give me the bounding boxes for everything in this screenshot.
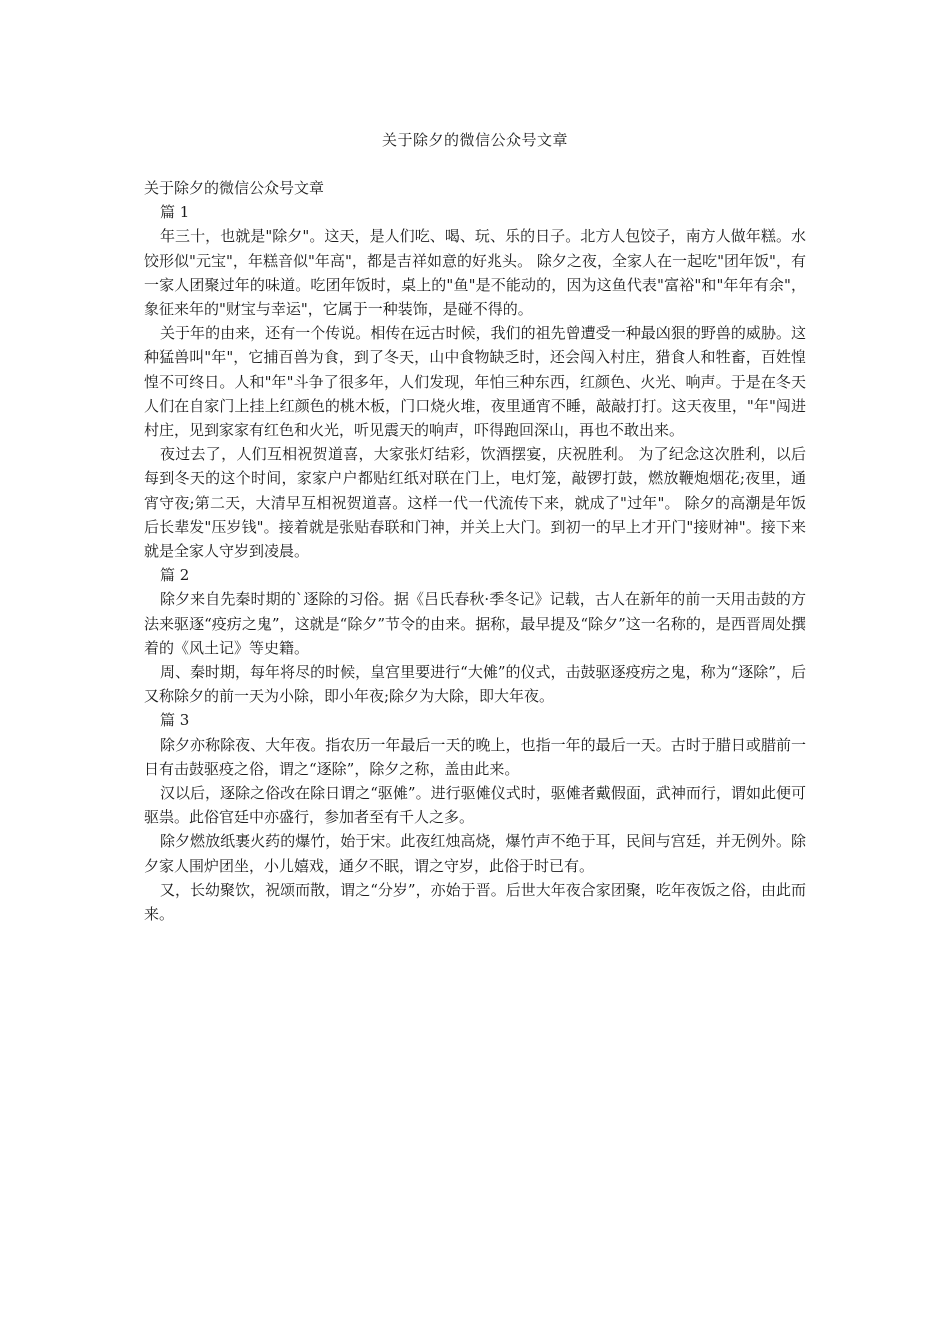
paragraph: 年三十，也就是"除夕"。这天，是人们吃、喝、玩、乐的日子。北方人包饺子，南方人做年糕。水饺形似"元宝"，年糕音似"年高"，都是吉祥如意的好兆头。 除夕之夜，全家人在一起吃"团年饭"，有一家人团聚过年的味道。吃团年饭时，桌上的"鱼"是不能动的，因为这鱼代表"富裕"和"年年有余"，象征来年的"财宝与幸运"，它属于一种装饰，是碰不得的。: [144, 227, 806, 319]
paragraph: 夜过去了，人们互相祝贺道喜，大家张灯结彩，饮酒摆宴，庆祝胜利。 为了纪念这次胜利，以后每到冬天的这个时间，家家户户都贴红纸对联在门上，电灯笼，敲锣打鼓，燃放鞭炮烟花;夜里，通宵守夜;第二天，大清早互相祝贺道喜。这样一代一代流传下来，就成了"过年"。 除夕的高潮是年饭后长辈发"压岁钱"。接着就是张贴春联和门神，并关上大门。到初一的早上才开门"接财神"。接下来就是全家人守岁到凌晨。: [144, 445, 806, 561]
paragraph: 除夕燃放纸裹火药的爆竹，始于宋。此夜红烛高烧，爆竹声不绝于耳，民间与宫廷，并无例外。除夕家人围炉团坐，小儿嬉戏，通夕不眠，谓之守岁，此俗于时已有。: [144, 832, 806, 875]
section-heading-1: 篇 1: [160, 203, 190, 222]
document-title: 关于除夕的微信公众号文章: [381, 131, 568, 149]
paragraph: 除夕亦称除夜、大年夜。指农历一年最后一天的晚上，也指一年的最后一天。古时于腊日或腊前一日有击鼓驱疫之俗，谓之“逐除”，除夕之称，盖由此来。: [144, 735, 806, 778]
paragraph: 除夕来自先秦时期的`逐除的习俗。据《吕氏春秋·季冬记》记载，古人在新年的前一天用击鼓的方法来驱逐“疫疠之鬼”，这就是“除夕”节令的由来。据称，最早提及“除夕”这一名称的，是西晋周处撰着的《风土记》等史籍。: [144, 590, 806, 657]
paragraph: 汉以后，逐除之俗改在除日谓之“驱傩”。进行驱傩仪式时，驱傩者戴假面，武神而行，谓如此便可驱祟。此俗官廷中亦盛行，参加者至有千人之多。: [144, 784, 806, 827]
document-body: [144, 176, 806, 926]
paragraph: 周、秦时期，每年将尽的时候，皇宫里要进行“大傩”的仪式，击鼓驱逐疫疠之鬼，称为“逐除”，后又称除夕的前一天为小除，即小年夜;除夕为大除，即大年夜。: [144, 663, 806, 706]
paragraph: 关于年的由来，还有一个传说。相传在远古时候，我们的祖先曾遭受一种最凶狠的野兽的威胁。这种猛兽叫"年"，它捕百兽为食，到了冬天，山中食物缺乏时，还会闯入村庄，猎食人和牲畜，百姓惶惶不可终日。人和"年"斗争了很多年，人们发现，年怕三种东西，红颜色、火光、响声。于是在冬天人们在自家门上挂上红颜色的桃木板，门口烧火堆，夜里通宵不睡，敲敲打打。这天夜里，"年"闯进村庄，见到家家有红色和火光，听见震天的响声，吓得跑回深山，再也不敢出来。: [144, 324, 806, 440]
section-heading-3: 篇 3: [160, 711, 190, 730]
paragraph: 又，长幼聚饮，祝颂而散，谓之“分岁”，亦始于晋。后世大年夜合家团聚，吃年夜饭之俗，由此而来。: [144, 880, 806, 924]
section-heading-2: 篇 2: [160, 566, 190, 585]
document-subtitle: 关于除夕的微信公众号文章: [144, 179, 325, 197]
